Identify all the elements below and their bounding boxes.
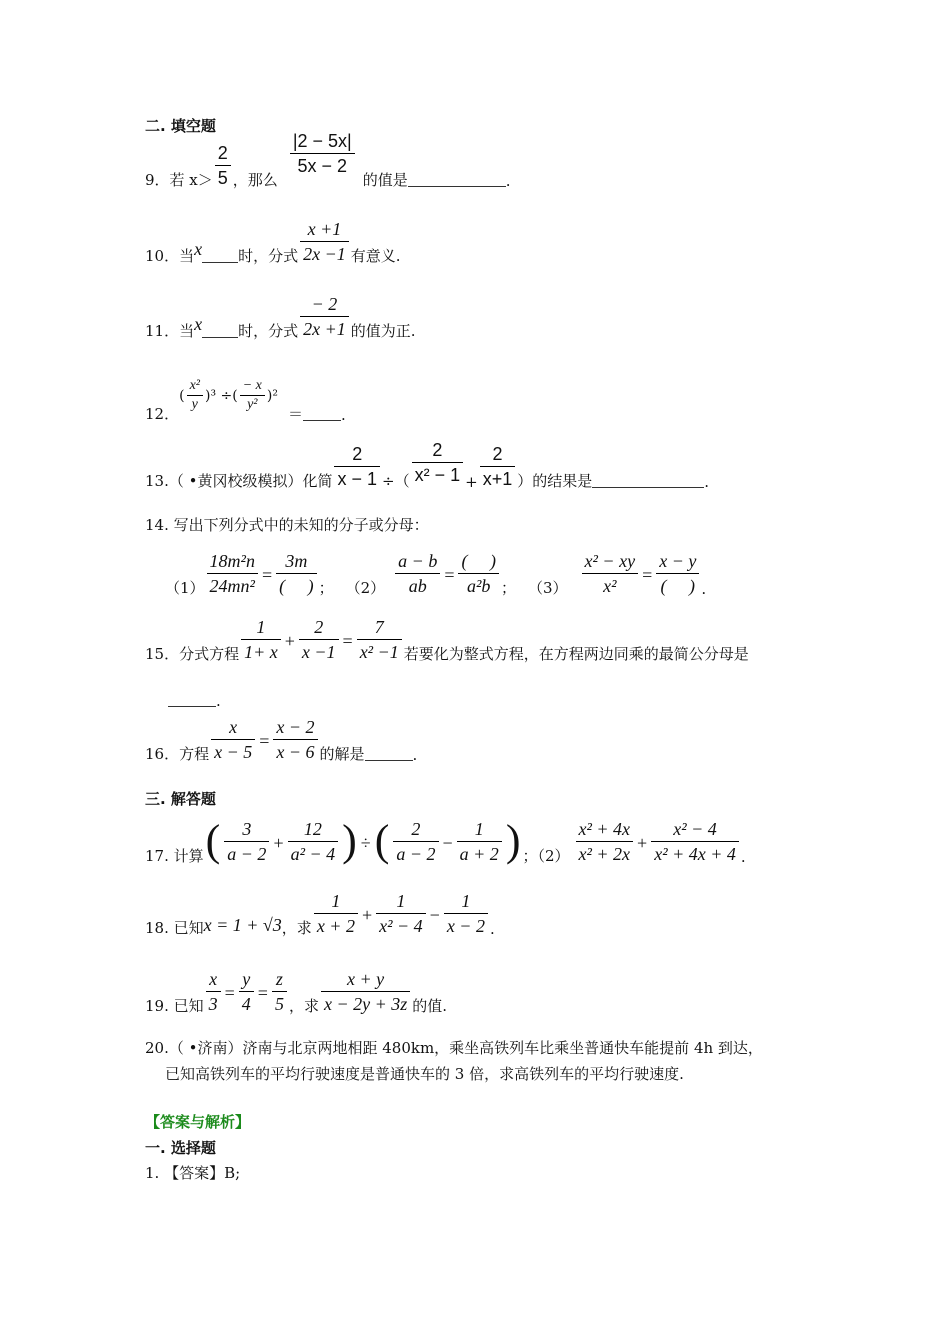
denominator: x − 2 [446, 916, 485, 936]
fraction [314, 889, 358, 938]
denominator: x − 6 [276, 742, 315, 762]
text: 时，分式 [238, 322, 299, 340]
question-15-blank-line [168, 692, 221, 710]
left-paren: ( [374, 816, 390, 865]
denominator: x² [603, 576, 617, 596]
question-13 [145, 438, 709, 491]
question-18 [145, 889, 495, 938]
fraction [412, 438, 464, 487]
left-paren: ( [205, 816, 221, 865]
q12-label: 12． [145, 405, 180, 423]
denominator: x² −1 [359, 642, 399, 662]
numerator: x − 2 [273, 715, 317, 740]
text: 的解是 [319, 745, 365, 763]
question-16 [145, 715, 417, 764]
text: 的值为正. [350, 322, 416, 340]
denominator: 2x +1 [303, 319, 346, 339]
fraction [395, 549, 440, 598]
denominator: x − 5 [214, 742, 253, 762]
fraction [272, 967, 287, 1016]
denominator: 5x − 2 [297, 156, 348, 176]
text: . [505, 172, 511, 190]
numerator: 2 [334, 442, 380, 467]
denominator: x² − 1 [414, 465, 461, 485]
section-heading-solve: 三. 解答题 [145, 790, 216, 808]
question-19 [145, 967, 447, 1016]
numerator: a − b [395, 549, 440, 574]
numerator: z [272, 967, 287, 992]
text: . [701, 580, 707, 598]
answers-section-choice: 一. 选择题 [145, 1139, 216, 1157]
text: ，那么 [232, 171, 278, 189]
q17-label: 17. 计算 [145, 847, 204, 865]
expression: x = 1 + √3 [203, 915, 282, 935]
numerator: 3 [224, 817, 269, 842]
question-17 [145, 816, 746, 866]
denominator: 2x −1 [303, 244, 346, 264]
text: . [216, 692, 221, 710]
fraction [480, 442, 516, 491]
fraction [288, 817, 339, 866]
denominator: a² − 4 [290, 844, 336, 864]
numerator: |2 − 5x| [290, 129, 355, 154]
answer-blank[interactable] [202, 336, 238, 338]
numerator: x + y [321, 967, 410, 992]
operator: = [261, 565, 273, 585]
numerator: x² [187, 377, 203, 396]
numerator: x [211, 715, 255, 740]
text: ，求 [288, 997, 319, 1015]
part-label: （1） [165, 579, 205, 597]
fraction [458, 549, 499, 598]
fraction [300, 292, 349, 341]
variable-x: x [194, 314, 203, 334]
text: ；（2） [522, 847, 570, 865]
answer-blank[interactable] [408, 185, 506, 187]
answer-blank[interactable] [303, 419, 341, 421]
text: . [412, 746, 418, 764]
fraction [290, 129, 355, 178]
denominator: a + 2 [459, 844, 499, 864]
text: . [704, 473, 710, 491]
fraction [357, 615, 402, 664]
denominator: 5 [217, 168, 228, 188]
right-paren: ) [505, 816, 521, 865]
part-label: （3） [528, 579, 568, 597]
operator: = [342, 631, 353, 651]
text: + [465, 473, 478, 491]
q16-label: 16．方程 [145, 745, 210, 763]
q9-label: 9．若 x＞ [145, 171, 213, 189]
numerator: 1 [314, 889, 358, 914]
fraction [224, 817, 269, 866]
numerator: x − y [656, 549, 699, 574]
fraction [187, 377, 203, 414]
operator: − [429, 905, 440, 925]
question-9 [145, 129, 511, 190]
numerator: 3m [276, 549, 317, 574]
denominator: y [191, 397, 198, 412]
text: . [489, 920, 495, 938]
question-12 [145, 377, 346, 424]
text: 有意义. [350, 247, 401, 265]
operator: = [642, 565, 653, 585]
answer-1: 1. 【答案】B; [145, 1164, 241, 1182]
denominator: ab [408, 576, 427, 596]
numerator: − x [240, 377, 265, 396]
numerator: 1 [376, 889, 426, 914]
q11-label: 11．当 [145, 322, 195, 340]
numerator: x +1 [300, 217, 349, 242]
denominator: x² + 4x + 4 [654, 844, 736, 864]
question-11 [145, 292, 416, 341]
denominator: a − 2 [227, 844, 267, 864]
fraction [215, 141, 231, 190]
numerator: 2 [480, 442, 516, 467]
fraction [207, 549, 258, 598]
operator: + [361, 905, 373, 925]
text: ，求 [281, 919, 312, 937]
fraction [376, 889, 426, 938]
operator: + [637, 833, 648, 853]
numerator: 1 [457, 817, 502, 842]
denominator: 5 [274, 994, 284, 1014]
exponent: ² [272, 387, 278, 404]
denominator: 4 [241, 994, 251, 1014]
operator: − [442, 833, 453, 853]
operator: = [257, 983, 268, 1003]
fraction [393, 817, 438, 866]
denominator: x² + 2x [578, 844, 631, 864]
question-14-parts [165, 549, 706, 598]
denominator: y² [247, 397, 258, 412]
numerator: x² − xy [582, 549, 639, 574]
numerator: 2 [412, 438, 464, 463]
fraction [321, 967, 410, 1016]
denominator: x − 2y + 3z [323, 994, 408, 1014]
text: ； [318, 579, 334, 597]
part-label: （2） [345, 579, 386, 597]
fraction [444, 889, 488, 938]
fraction [206, 967, 221, 1016]
operator: + [284, 631, 295, 651]
numerator: 18m²n [207, 549, 258, 574]
numerator: x [206, 967, 221, 992]
question-10 [145, 217, 401, 266]
numerator: 7 [357, 615, 402, 640]
fraction [299, 615, 339, 664]
answer-blank[interactable] [365, 759, 413, 761]
text: 若要化为整式方程，在方程两边同乘的最简公分母是 [403, 645, 749, 663]
numerator: 1 [241, 615, 281, 640]
fraction [240, 377, 265, 414]
numerator: 2 [299, 615, 339, 640]
denominator: 24mn² [209, 576, 255, 596]
fraction [334, 442, 380, 491]
q18-label: 18. 已知 [145, 919, 204, 937]
operator: = [444, 565, 455, 585]
q13-label: 13.（ •黄冈校级模拟）化简 [145, 472, 333, 490]
fraction [211, 715, 255, 764]
question-15 [145, 615, 749, 664]
numerator: 2 [215, 141, 231, 166]
denominator: x − 1 [337, 469, 378, 489]
answer-blank[interactable] [168, 705, 216, 707]
numerator: − 2 [300, 292, 349, 317]
fraction [582, 549, 639, 598]
fraction [457, 817, 502, 866]
answer-blank[interactable] [592, 486, 704, 488]
answer-blank[interactable] [202, 261, 238, 263]
numerator: x² − 4 [651, 817, 739, 842]
denominator: ( ) [279, 576, 314, 596]
numerator: y [239, 967, 254, 992]
text: 时，分式 [238, 247, 299, 265]
operator: = [224, 983, 235, 1003]
text: ＝ [287, 405, 303, 423]
text: ； [500, 579, 516, 597]
numerator: 1 [444, 889, 488, 914]
denominator: x + 2 [316, 916, 355, 936]
denominator: x+1 [482, 469, 513, 489]
fraction [239, 967, 254, 1016]
q10-label: 10．当 [145, 247, 195, 265]
denominator: a²b [467, 576, 491, 596]
fraction [651, 817, 739, 866]
denominator: ( ) [660, 576, 696, 596]
numerator: 2 [393, 817, 438, 842]
q15-label: 15．分式方程 [145, 645, 240, 663]
variable-x: x [194, 239, 203, 259]
section-heading-fill-blank: 二. 填空题 [145, 117, 216, 135]
denominator: 3 [208, 994, 218, 1014]
q19-label: 19. 已知 [145, 997, 204, 1015]
numerator: 12 [288, 817, 339, 842]
text: 的值. [412, 997, 448, 1015]
fraction [656, 549, 699, 598]
text: . [740, 848, 746, 866]
operator: ³ ÷ [210, 387, 233, 404]
denominator: x −1 [301, 642, 336, 662]
fraction [576, 817, 634, 866]
expression: ( $\frac{\text{x²}}{y}$ ) ³ ÷ ( $\frac{- x}{\text{y²}}$ ) ² [179, 378, 278, 412]
question-20-line1: 20.（ •济南）济南与北京两地相距 480km，乘坐高铁列车比乘坐普通快车能提前 4h 到达， [145, 1039, 763, 1057]
numerator: ( ) [458, 549, 499, 574]
denominator: x² − 4 [379, 916, 423, 936]
fraction [273, 715, 317, 764]
text: ÷（ [382, 472, 410, 490]
fraction [300, 217, 349, 266]
denominator: a − 2 [396, 844, 436, 864]
text: ）的结果是 [517, 472, 593, 490]
operator: ÷ [360, 833, 371, 853]
text: . [341, 406, 346, 424]
question-20-line2: 已知高铁列车的平均行驶速度是普通快车的 3 倍，求高铁列车的平均行驶速度. [165, 1065, 684, 1083]
answers-title: 【答案与解析】 [145, 1113, 251, 1131]
fraction [276, 549, 317, 598]
right-paren: ) [342, 816, 357, 865]
text: 的值是 [362, 171, 408, 189]
operator: + [273, 833, 284, 853]
question-14-stem: 14. 写出下列分式中的未知的分子或分母： [145, 516, 429, 534]
numerator: x² + 4x [576, 817, 634, 842]
operator: = [259, 731, 270, 751]
fraction [241, 615, 281, 664]
denominator: 1+ x [244, 642, 278, 662]
